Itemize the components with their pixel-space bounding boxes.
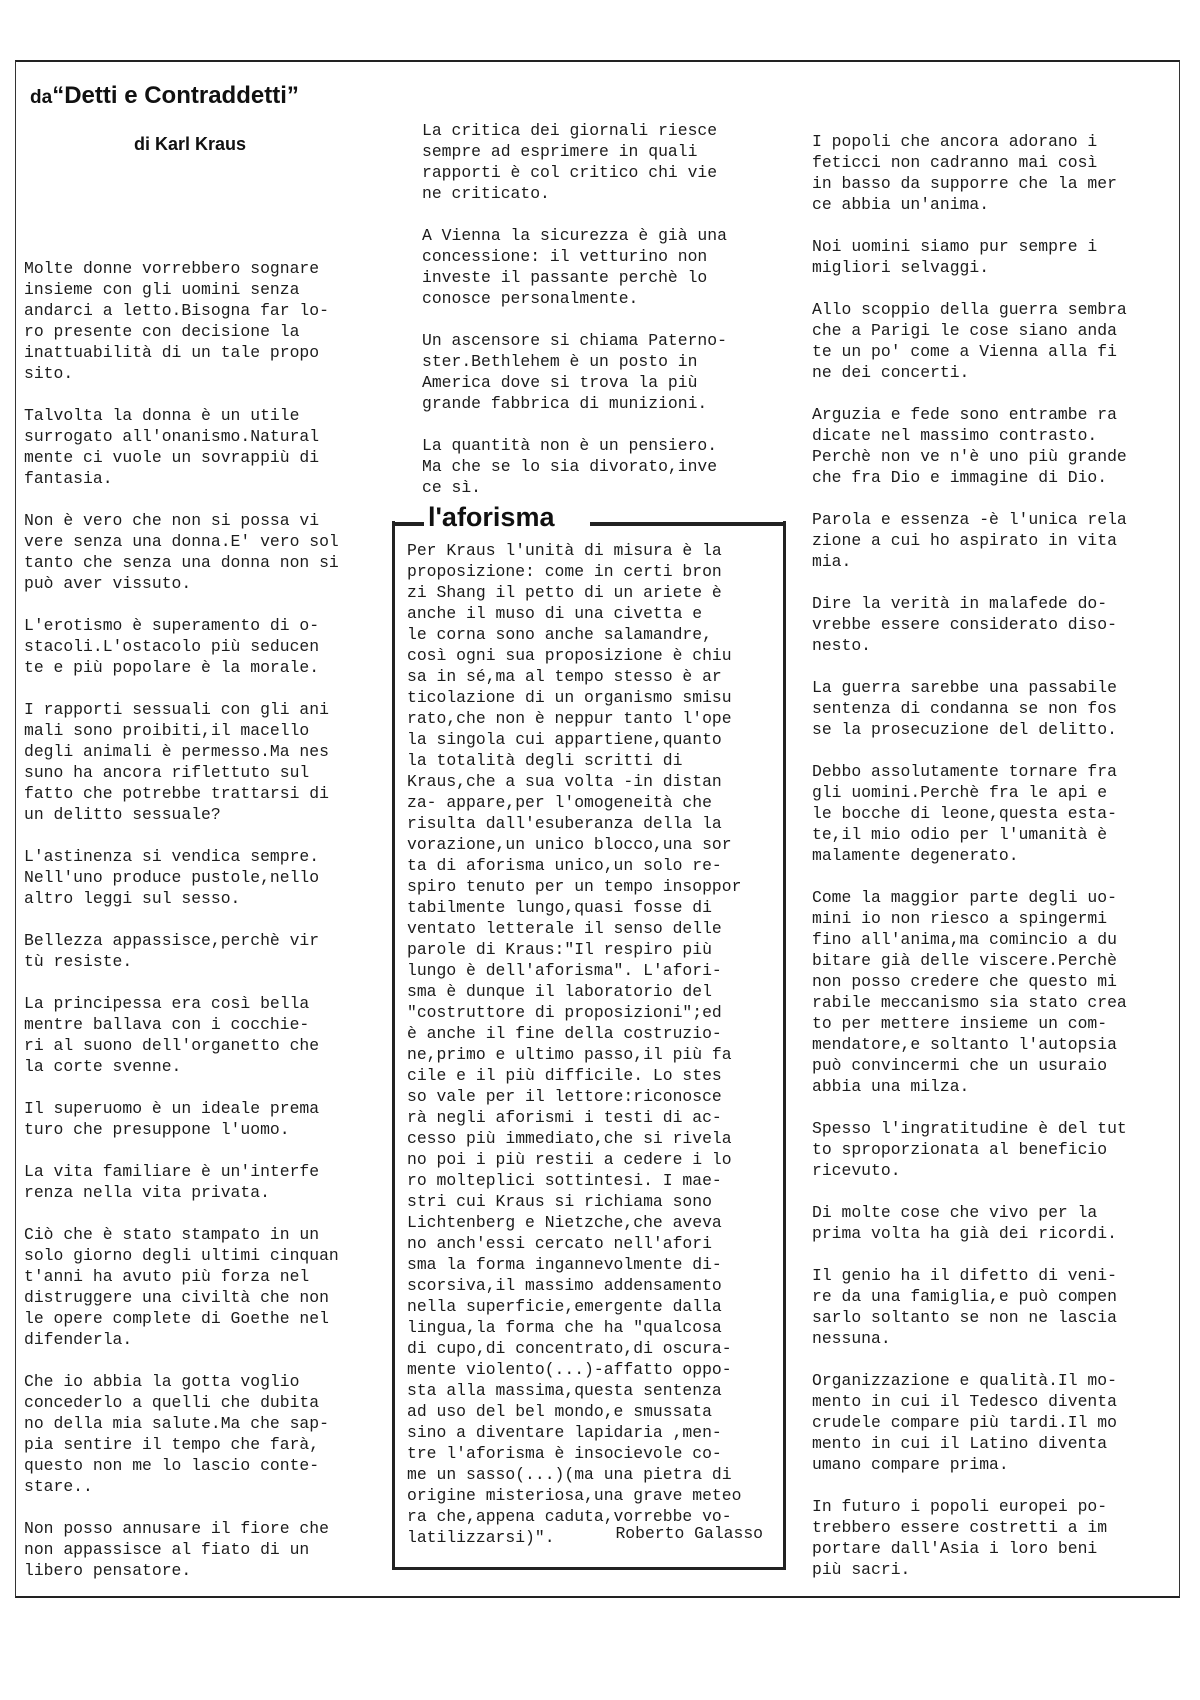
aphorism-paragraph: Parola e essenza -è l'unica rela zione a cui ho aspirato in vita mia. [812, 510, 1127, 571]
aphorism-paragraph: Allo scoppio della guerra sembra che a Parigi le cose siano anda te un po' come a Vienna alla fi ne dei concerti. [812, 300, 1127, 382]
aphorism-paragraph: Talvolta la donna è un utile surrogato all'onanismo.Natural mente ci vuole un sovrappiù di fantasia. [24, 406, 320, 488]
article-title [30, 82, 299, 110]
aphorism-paragraph: Il superuomo è un ideale prema turo che presuppone l'uomo. [24, 1099, 320, 1139]
aphorism-paragraph: La principessa era così bella mentre ballava con i cocchie- ri al suono dell'organetto che la corte svenne. [24, 994, 320, 1076]
aphorism-paragraph: Che io abbia la gotta voglio concederlo a quelli che dubita no della mia salute.Ma che sap- pia sentire il tempo che farà, questo non me lo lascio conte- stare.. [24, 1372, 329, 1496]
title-close-quote: ” [286, 82, 299, 109]
aphorism-paragraph: In futuro i popoli europei po- trebbero essere costretti a im portare dall'Asia i loro beni più sacri. [812, 1497, 1108, 1579]
aphorism-paragraph: Dire la verità in malafede do- vrebbe essere considerato diso- nesto. [812, 594, 1117, 655]
aphorism-paragraph: Noi uomini siamo pur sempre i migliori selvaggi. [812, 237, 1098, 277]
aphorism-paragraph: Arguzia e fede sono entrambe ra dicate nel massimo contrasto. Perchè non ve n'è uno più grande che fra Dio e immagine di Dio. [812, 405, 1127, 487]
aphorism-paragraph: Molte donne vorrebbero sognare insieme con gli uomini senza andarci a letto.Bisogna far lo- ro presente con decisione la inattuabilità di un tale propo sito. [24, 259, 329, 383]
aphorism-paragraph: Bellezza appassisce,perchè vir tù resiste. [24, 931, 320, 971]
aphorism-box [392, 521, 786, 1570]
title-prefix: da [30, 87, 53, 108]
column-right [812, 131, 1177, 1601]
aphorism-paragraph: La quantità non è un pensiero. Ma che se lo sia divorato,inve ce sì. [422, 436, 718, 497]
aphorism-paragraph: Un ascensore si chiama Paterno- ster.Bethlehem è un posto in America dove si trova la più grande fabbrica di munizioni. [422, 331, 727, 413]
aphorism-paragraph: Spesso l'ingratitudine è del tut to sproporzionata al beneficio ricevuto. [812, 1119, 1127, 1180]
aphorism-paragraph: L'erotismo è superamento di o- stacoli.L'ostacolo più seducen te e più popolare è la morale. [24, 616, 320, 677]
title-main: Detti e Contraddetti [64, 82, 287, 109]
aphorism-paragraph: Come la maggior parte degli uo- mini io non riesco a spingermi fino all'anima,ma comincio a du bitare già delle viscere.Perchè non posso credere che questo mi rabile meccanismo sia stato crea to per mettere insieme un com- mendatore,e soltanto l'autopsia può convincermi che un usuraio abbia una milza. [812, 888, 1127, 1096]
aphorism-paragraph: I rapporti sessuali con gli ani mali sono proibiti,il macello degli animali è permesso.Ma nes suno ha ancora riflettuto sul fatto che potrebbe trattarsi di un delitto sessuale? [24, 700, 329, 824]
aphorism-essay-text: Per Kraus l'unità di misura è la proposizione: come in certi bron zi Shang il petto di un ariete è anche il muso di una civetta e le corna sono anche salamandre, così ogni sua proposizione è chiu sa in sé,ma al tempo stesso è ar ticolazione di un organismo smisu rato,che non è neppur tanto l'ope la singola cui appartiene,quanto la totalità degli scritti di Kraus,che a sua volta -in distan za- appare,per l'omogeneità che risulta dall'esuberanza della la vorazione,un unico blocco,una sor ta di aforisma unico,un solo re- spiro tenuto per un tempo insoppor tabilmente lungo,quasi fosse di ventato letterale il senso delle parole di Kraus:"Il respiro più lungo è dell'aforisma". L'afori- sma è dunque il laboratorio del "costruttore di proposizioni";ed è anche il fine della costruzio- ne,primo e ultimo passo,il più fa cile e il più difficile. Lo stes so vale per il lettore:riconosce rà negli aforismi i testi di ac- cesso più immediato,che si rivela no poi i più restii a cedere i lo ro molteplici sottintesi. I mae- stri cui Kraus si richiama sono Lichtenberg e Nietzche,che aveva no anch'essi cercato nell'afori sma la forma ingannevolmente di- scorsiva,il massimo addensamento nella superficie,emergente dalla lingua,la forma che ha "qualcosa di cupo,di concentrato,di oscura- mente violento(...)-affatto oppo- sta alla massima,questa sentenza ad uso del bel mondo,e smussata sino a diventare lapidaria ,men- tre l'aforisma è insocievole co- me un sasso(...)(ma una pietra di origine misteriosa,una grave meteo ra che,appena caduta,vorrebbe vo- latilizzarsi)". [407, 541, 742, 1547]
aphorism-paragraph: I popoli che ancora adorano i feticci non cadranno mai così in basso da supporre che la mer ce abbia un'anima. [812, 132, 1117, 214]
column-middle [422, 120, 782, 519]
aphorism-paragraph: Debbo assolutamente tornare fra gli uomini.Perchè fra le api e le bocche di leone,questa esta- te,il mio odio per l'umanità è malamente degenerato. [812, 762, 1117, 865]
aphorism-paragraph: A Vienna la sicurezza è già una concessione: il vetturino non investe il passante perchè lo conosce personalmente. [422, 226, 727, 308]
essay-signature: Roberto Galasso [615, 1524, 763, 1543]
aphorism-paragraph: Non è vero che non si possa vi vere senza una donna.E' vero sol tanto che senza una donna non si può aver vissuto. [24, 511, 339, 593]
aphorism-paragraph: Ciò che è stato stampato in un solo giorno degli ultimi cinquan t'anni ha avuto più forza nel distruggere una civiltà che non le opere complete di Goethe nel difenderla. [24, 1225, 339, 1349]
aphorism-paragraph: La guerra sarebbe una passabile sentenza di condanna se non fos se la prosecuzione del delitto. [812, 678, 1117, 739]
aphorism-paragraph: Non posso annusare il fiore che non appassisce al fiato di un libero pensatore. [24, 1519, 329, 1580]
aphorism-paragraph: La critica dei giornali riesce sempre ad esprimere in quali rapporti è col critico chi vie ne criticato. [422, 121, 718, 203]
aphorism-paragraph: La vita familiare è un'interfe renza nella vita privata. [24, 1162, 320, 1202]
aphorism-paragraph: Di molte cose che vivo per la prima volta ha già dei ricordi. [812, 1203, 1117, 1243]
aphorism-paragraph: Organizzazione e qualità.Il mo- mento in cui il Tedesco diventa crudele compare più tardi.Il mo mento in cui il Latino diventa umano compare prima. [812, 1371, 1117, 1474]
title-open-quote: “ [52, 82, 65, 109]
column-left [24, 258, 369, 1602]
aphorism-heading-label: l'aforisma [428, 502, 555, 532]
author-byline: di Karl Kraus [134, 134, 247, 154]
aphorism-paragraph: Il genio ha il difetto di veni- re da una famiglia,e può compen sarlo soltanto se non ne lascia nessuna. [812, 1266, 1117, 1348]
aphorism-paragraph: L'astinenza si vendica sempre. Nell'uno produce pustole,nello altro leggi sul sesso. [24, 847, 320, 908]
